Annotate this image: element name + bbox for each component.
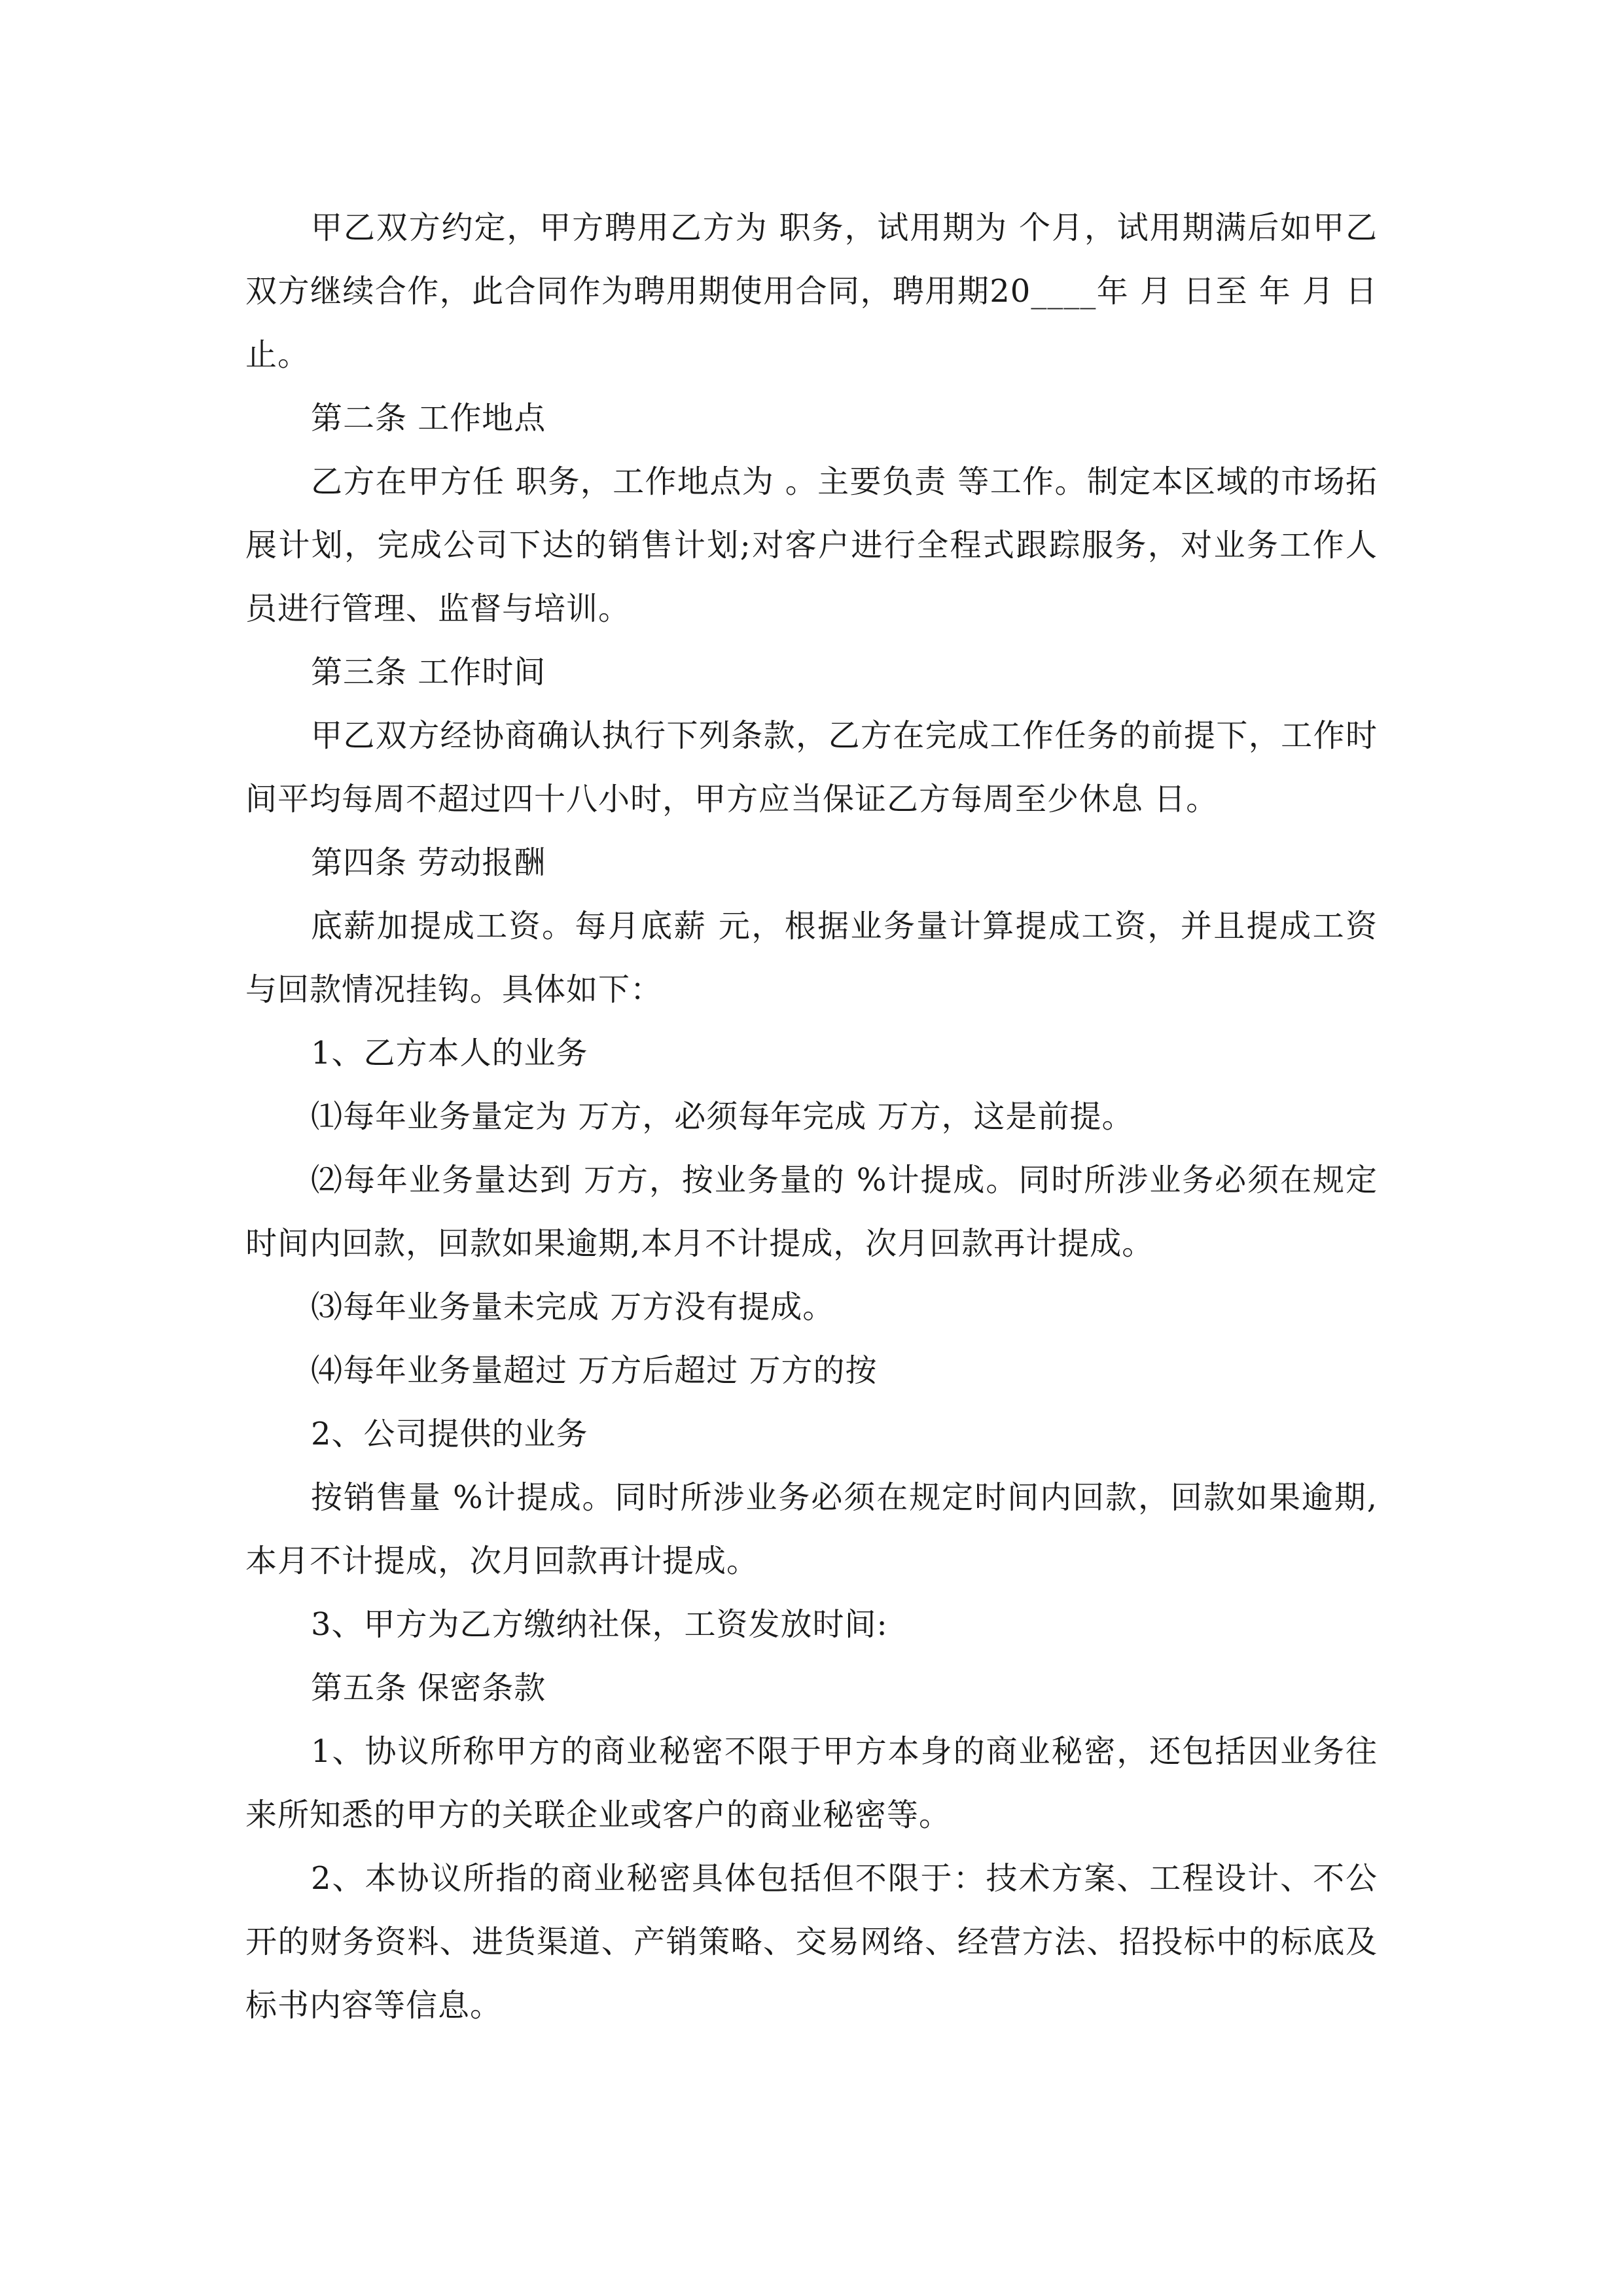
item-confidentiality-2: 2、本协议所指的商业秘密具体包括但不限于：技术方案、工程设计、不公开的财务资料、进货渠道、产销策略、交易网络、经营方法、招投标中的标底及标书内容等信息。 [245,1860,1378,2024]
item-own-business-2: ⑵每年业务量达到 万方，按业务量的 %计提成。同时所涉业务必须在规定时间内回款，回款如果逾期,本月不计提成，次月回款再计提成。 [245,1162,1378,1262]
heading-article-5: 第五条 保密条款 [311,1670,546,1706]
item-own-business-3: ⑶每年业务量未完成 万方没有提成。 [311,1289,835,1325]
item-social-insurance: 3、甲方为乙方缴纳社保，工资发放时间: [311,1606,888,1643]
document-body [245,196,1378,2037]
heading-article-3: 第三条 工作时间 [311,654,546,691]
paragraph-compensation: 底薪加提成工资。每月底薪 元，根据业务量计算提成工资，并且提成工资与回款情况挂钩。具体如下： [245,908,1378,1008]
paragraph-company-business-commission: 按销售量 %计提成。同时所涉业务必须在规定时间内回款，回款如果逾期,本月不计提成，次月回款再计提成。 [245,1479,1378,1579]
item-own-business-1: ⑴每年业务量定为 万方，必须每年完成 万方，这是前提。 [311,1098,1134,1135]
heading-article-4: 第四条 劳动报酬 [311,844,546,881]
item-own-business-4: ⑷每年业务量超过 万方后超过 万方的按 [311,1352,878,1389]
paragraph-work-location: 乙方在甲方任 职务，工作地点为 。主要负责 等工作。制定本区域的市场拓展计划，完成公司下达的销售计划;对客户进行全程式跟踪服务，对业务工作人员进行管理、监督与培训。 [245,463,1378,627]
paragraph-work-hours: 甲乙双方经协商确认执行下列条款，乙方在完成工作任务的前提下，工作时间平均每周不超过四十八小时，甲方应当保证乙方每周至少休息 日。 [245,717,1378,817]
heading-article-2: 第二条 工作地点 [311,400,546,437]
item-company-business: 2、公司提供的业务 [311,1416,588,1452]
item-own-business: 1、乙方本人的业务 [311,1035,588,1071]
item-confidentiality-1: 1、协议所称甲方的商业秘密不限于甲方本身的商业秘密，还包括因业务往来所知悉的甲方的关联企业或客户的商业秘密等。 [245,1733,1378,1833]
paragraph-employment-term: 甲乙双方约定，甲方聘用乙方为 职务，试用期为 个月，试用期满后如甲乙双方继续合作，此合同作为聘用期使用合同，聘用期20____年 月 日至 年 月 日止。 [245,209,1378,373]
